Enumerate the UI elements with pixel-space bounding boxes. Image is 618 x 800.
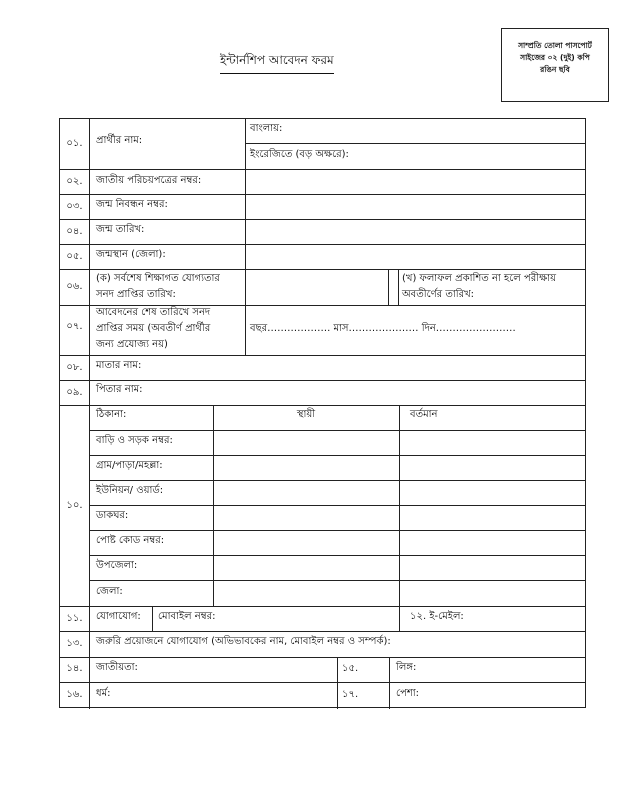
row-number: ০১. xyxy=(66,138,83,149)
row-number: ১৩. xyxy=(66,638,83,649)
qualification-date-field[interactable] xyxy=(246,270,388,305)
row-number: ১০. xyxy=(66,500,83,511)
mother-name-field[interactable] xyxy=(210,356,586,380)
row-number: ১৪. xyxy=(66,663,83,674)
col-divider xyxy=(389,657,390,709)
row-number: ০৭. xyxy=(66,321,83,332)
row-number: ১১. xyxy=(66,613,83,624)
union-ward-label: ইউনিয়ন/ ওয়ার্ড: xyxy=(96,485,164,496)
address-header: ঠিকানা: xyxy=(96,409,127,420)
mobile-number-field[interactable]: মোবাইল নম্বর: xyxy=(158,611,216,622)
present-header: বর্তমান xyxy=(410,409,438,420)
number-column-line xyxy=(89,119,90,709)
cell-divider xyxy=(89,430,585,431)
post-office-label: ডাকঘর: xyxy=(96,510,129,521)
religion-field[interactable]: ধর্ম: xyxy=(96,688,111,699)
row-number: ০৯. xyxy=(66,387,83,398)
cell-divider xyxy=(89,580,585,581)
qualification-date-label-1: (ক) সর্বশেষ শিক্ষাগত যোগ্যতার xyxy=(96,273,220,284)
nid-field[interactable] xyxy=(246,170,586,194)
district-label: জেলা: xyxy=(96,586,123,597)
col-divider xyxy=(399,405,400,606)
row-number: ১৭. xyxy=(342,689,359,700)
applicant-name-label: প্রার্থীর নাম: xyxy=(96,135,143,146)
photo-line-2: সাইজের ০২ (দুই) কপি xyxy=(520,53,590,62)
row-divider xyxy=(60,631,585,632)
row-divider xyxy=(60,657,585,658)
form-table xyxy=(59,118,586,708)
cell-divider xyxy=(89,455,585,456)
photo-line-3: রঙিন ছবি xyxy=(540,65,570,74)
birth-reg-field[interactable] xyxy=(246,195,586,219)
name-bangla-field[interactable]: বাংলায়: xyxy=(250,123,283,134)
row-divider xyxy=(60,682,585,683)
dob-field[interactable] xyxy=(246,220,586,244)
nationality-field[interactable]: জাতীয়তা: xyxy=(96,662,138,673)
row-number: ০৮. xyxy=(66,362,83,373)
col-divider xyxy=(152,606,153,631)
cell-divider xyxy=(89,555,585,556)
father-name-field[interactable] xyxy=(210,381,586,405)
certificate-time-label-3: জন্য প্রযোজ্য নয়) xyxy=(96,339,168,350)
row-divider xyxy=(60,606,585,607)
cell-divider xyxy=(245,143,585,144)
cell-divider xyxy=(89,505,585,506)
gender-field[interactable]: লিঙ্গ: xyxy=(396,662,417,673)
village-label: গ্রাম/পাড়া/মহল্লা: xyxy=(96,460,163,471)
col-divider xyxy=(399,606,400,631)
nid-label: জাতীয় পরিচয়পত্রের নম্বর: xyxy=(96,175,202,186)
post-code-label: পোষ্ট কোড নম্বর: xyxy=(96,535,165,546)
mother-name-label: মাতার নাম: xyxy=(96,360,142,371)
birthplace-field[interactable] xyxy=(246,245,586,269)
name-english-field[interactable]: ইংরেজিতে (বড় অক্ষরে): xyxy=(250,149,349,160)
col-divider xyxy=(398,269,399,305)
form-title: ইন্টার্নশিপ আবেদন ফরম xyxy=(220,52,334,74)
row-number: ০২. xyxy=(66,176,83,187)
exam-date-label-1: (খ) ফলাফল প্রকাশিত না হলে পরীক্ষায় xyxy=(402,273,556,284)
occupation-field[interactable]: পেশা: xyxy=(396,688,420,699)
row-number: ১৬. xyxy=(66,689,83,700)
col-divider xyxy=(337,657,338,709)
upazila-label: উপজেলা: xyxy=(96,560,138,571)
dob-label: জন্ম তারিখ: xyxy=(96,224,145,235)
col-divider xyxy=(388,269,389,305)
qualification-date-label-2: সনদ প্রাপ্তির তারিখ: xyxy=(96,289,176,300)
certificate-time-label-1: আবেদনের শেষ তারিখে সনদ xyxy=(96,307,211,318)
contact-label: যোগাযোগ: xyxy=(96,611,141,622)
row-number: ০৪. xyxy=(66,226,83,237)
permanent-header: স্থায়ী xyxy=(296,409,316,420)
photo-line-1: সাম্প্রতি তোলা পাসপোর্ট xyxy=(518,41,592,50)
cell-divider xyxy=(89,480,585,481)
email-field[interactable]: ১২. ই-মেইল: xyxy=(410,611,464,622)
row-divider xyxy=(60,405,585,406)
birthplace-label: জন্মস্থান (জেলা): xyxy=(96,249,166,260)
row-number: ০৩. xyxy=(66,201,83,212)
row-number: ১৫. xyxy=(342,663,359,674)
row-number: ০৫. xyxy=(66,251,83,262)
photo-box xyxy=(501,28,609,102)
emergency-contact-field[interactable]: জরুরি প্রয়োজনে যোগাযোগ (অভিভাবকের নাম, মোবাইল নম্বর ও সম্পর্ক): xyxy=(96,636,391,647)
certificate-time-label-2: প্রাপ্তির সময় (অবতীর্ণ প্রার্থীর xyxy=(96,323,211,334)
col-divider xyxy=(213,405,214,606)
father-name-label: পিতার নাম: xyxy=(96,384,143,395)
cell-divider xyxy=(89,530,585,531)
exam-date-label-2: অবতীর্ণের তারিখ: xyxy=(402,289,475,300)
row-number: ০৬. xyxy=(66,281,83,292)
house-road-label: বাড়ি ও সড়ক নম্বর: xyxy=(96,435,173,446)
certificate-time-field[interactable]: বছর………………. মাস………………… দিন…………………… xyxy=(250,323,516,334)
birth-reg-label: জন্ম নিবন্ধন নম্বর: xyxy=(96,199,168,210)
